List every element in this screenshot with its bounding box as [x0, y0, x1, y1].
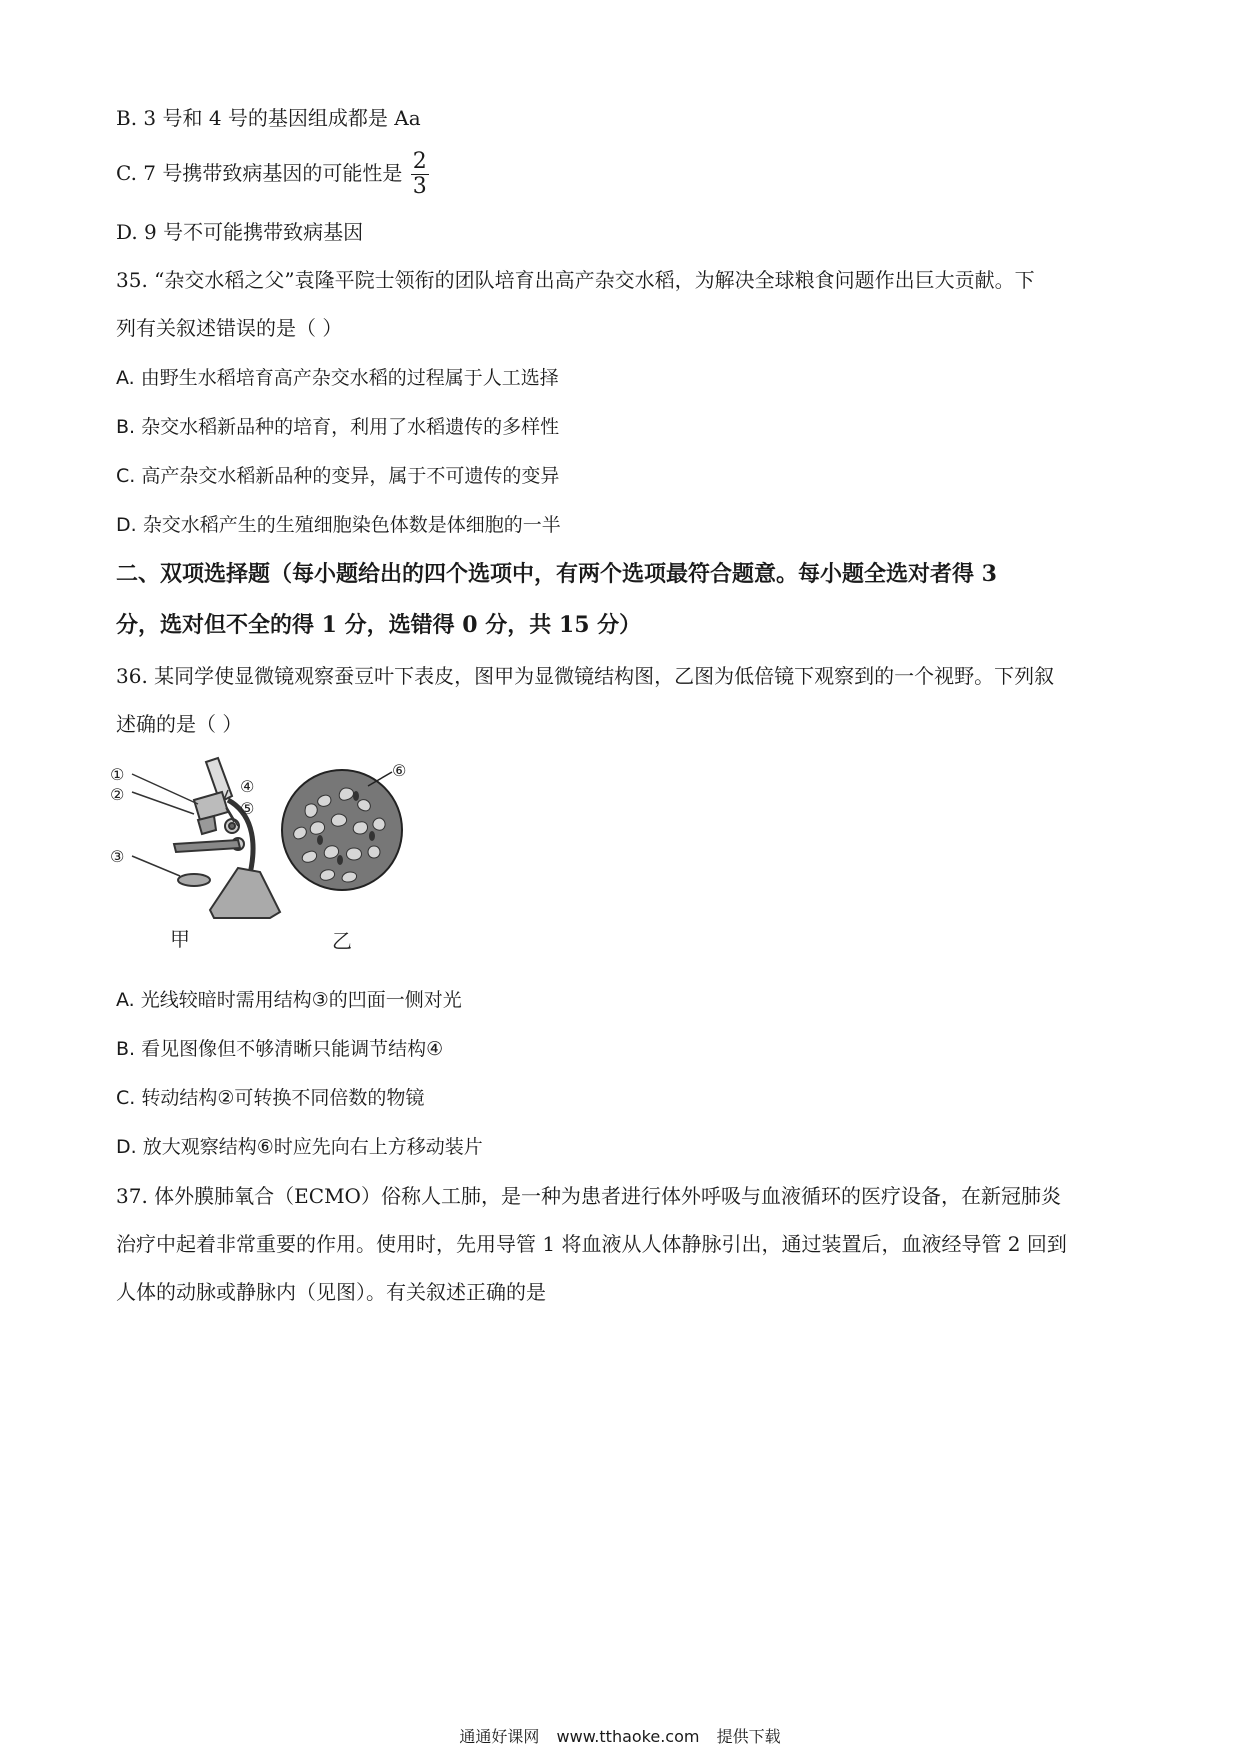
label-5: ⑤ [240, 799, 255, 818]
q35-option-d: D. 杂交水稻产生的生殖细胞染色体数是体细胞的一半 [116, 514, 561, 536]
q36-option-d: D. 放大观察结构⑥时应先向右上方移动装片 [116, 1136, 483, 1158]
field-of-view [282, 761, 406, 890]
q36-stem-line1: 36. 某同学使显微镜观察蚕豆叶下表皮，图甲为显微镜结构图，乙图为低倍镜下观察到的一个视野。下列叙 [116, 664, 1055, 688]
fraction-numerator: 2 [412, 149, 427, 174]
section-2-heading-line2: 分，选对但不全的得 1 分，选错得 0 分，共 15 分） [116, 612, 642, 638]
fraction [411, 150, 429, 199]
q37-stem-line1: 37. 体外膜肺氧合（ECMO）俗称人工肺，是一种为患者进行体外呼吸与血液循环的医疗设备，在新冠肺炎 [116, 1184, 1061, 1208]
q37-stem-line2: 治疗中起着非常重要的作用。使用时，先用导管 1 将血液从人体静脉引出，通过装置后，血液经导管 2 回到 [116, 1232, 1067, 1256]
q34-option-c-text: C. 7 号携带致病基因的可能性是 [116, 161, 403, 185]
q34-option-d: D. 9 号不可能携带致病基因 [116, 220, 364, 244]
q34-option-b: B. 3 号和 4 号的基因组成都是 Aa [116, 106, 421, 130]
footer-url[interactable]: www.tthaoke.com [556, 1727, 700, 1746]
label-2: ② [110, 785, 125, 804]
footer-suffix: 提供下载 [716, 1727, 781, 1746]
q36-option-a: A. 光线较暗时需用结构③的凹面一侧对光 [116, 989, 462, 1011]
footer-site-name: 通通好课网 [459, 1727, 540, 1746]
microscope-labels [110, 765, 254, 876]
section-2-heading-line1: 二、双项选择题（每小题给出的四个选项中，有两个选项最符合题意。每小题全选对者得 3 [116, 561, 997, 587]
q36-stem-line2: 述确的是（ ） [116, 712, 243, 736]
caption-right: 乙 [332, 929, 352, 953]
label-3: ③ [110, 847, 125, 866]
q34-option-c [116, 150, 429, 199]
microscope-drawing [174, 758, 280, 918]
q35-stem-line2: 列有关叙述错误的是（ ） [116, 316, 343, 340]
fraction-denominator: 3 [412, 174, 427, 199]
q36-option-b: B. 看见图像但不够清晰只能调节结构④ [116, 1038, 444, 1060]
page-footer [0, 1724, 1240, 1747]
q35-option-b: B. 杂交水稻新品种的培育，利用了水稻遗传的多样性 [116, 416, 560, 438]
q35-option-c: C. 高产杂交水稻新品种的变异，属于不可遗传的变异 [116, 465, 560, 487]
q37-stem-line3: 人体的动脉或静脉内（见图）。有关叙述正确的是 [116, 1280, 546, 1304]
microscope-figure [110, 756, 450, 956]
label-6: ⑥ [392, 761, 407, 780]
label-4: ④ [240, 777, 255, 796]
q35-option-a: A. 由野生水稻培育高产杂交水稻的过程属于人工选择 [116, 367, 559, 389]
q36-option-c: C. 转动结构②可转换不同倍数的物镜 [116, 1087, 425, 1109]
q35-stem-line1: 35. “杂交水稻之父”袁隆平院士领衔的团队培育出高产杂交水稻，为解决全球粮食问题作出巨大贡献。下 [116, 268, 1035, 292]
caption-left: 甲 [170, 927, 190, 951]
label-1: ① [110, 765, 125, 784]
